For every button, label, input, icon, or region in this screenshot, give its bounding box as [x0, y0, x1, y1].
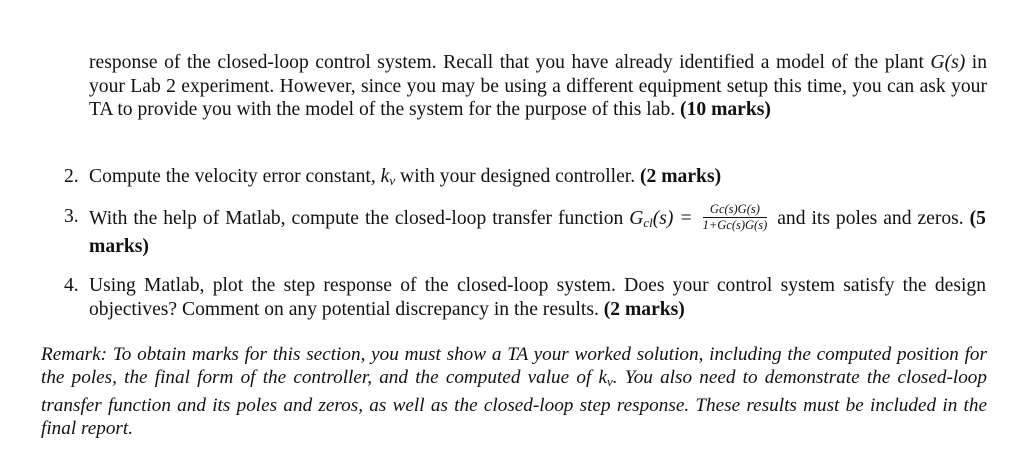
list-item-4	[64, 274, 986, 322]
list-item-3	[64, 202, 986, 257]
item-body-2	[89, 165, 986, 193]
closed-loop-tf-subscript: cl	[643, 215, 653, 230]
item-3-marks: (5 marks)	[89, 208, 986, 257]
item-body-3	[89, 202, 986, 258]
remark-paragraph	[41, 343, 987, 440]
item-2-text-2: with your designed controller.	[395, 166, 641, 187]
remark-text-1: To obtain marks for this section, you must show a TA your worked solution, including the computed position for the poles, the final form of the controller, and the computed value of	[41, 344, 987, 389]
closed-loop-tf-argument: (s) =	[652, 208, 699, 229]
remark-velocity-subscript: v	[607, 374, 613, 390]
list-item-2	[64, 165, 986, 189]
item-4-marks: (2 marks)	[603, 298, 685, 320]
item-1-continuation	[89, 51, 987, 122]
item-4-text-1: Using Matlab, plot the step response of the closed-loop system. Does your control system satisfy the design objectives? Comment on any potential discrepancy in the results.	[89, 275, 986, 320]
velocity-constant-subscript: v	[389, 173, 396, 188]
closed-loop-tf-symbol: G	[629, 208, 644, 229]
remark-velocity-symbol: k	[598, 367, 608, 389]
item-body-4	[89, 274, 986, 321]
transfer-function-fraction	[703, 203, 768, 232]
item-2-text-1: Compute the velocity error constant,	[89, 166, 381, 187]
remark-text-2: . You also need to demonstrate the closed-loop transfer function and its poles and zeros, as well as the closed-loop step response. These results must be included in the final report.	[41, 367, 987, 439]
item-3-text-1: With the help of Matlab, compute the closed-loop transfer function	[89, 208, 630, 229]
item-1-marks: (10 marks)	[680, 99, 771, 120]
item-number-2: 2.	[64, 166, 79, 187]
item-number-4: 4.	[64, 275, 79, 296]
remark-lead: Remark:	[41, 344, 108, 365]
item-number-3: 3.	[64, 206, 79, 227]
continuation-text-2: in your Lab 2 experiment. However, since you may be using a different equipment setup this time, you can ask your TA to provide you with the model of the system for the purpose of this lab.	[89, 52, 988, 120]
continuation-text-1: response of the closed-loop control system. Recall that you have already identified a model of the plant	[89, 52, 931, 73]
velocity-constant-symbol: k	[380, 166, 390, 187]
item-3-text-2: and its poles and zeros.	[771, 208, 970, 229]
item-2-marks: (2 marks)	[640, 166, 722, 187]
fraction-denominator: 1+Gc(s)G(s)	[702, 218, 768, 232]
fraction-numerator: Gc(s)G(s)	[703, 203, 768, 218]
plant-symbol: G(s)	[930, 52, 966, 73]
